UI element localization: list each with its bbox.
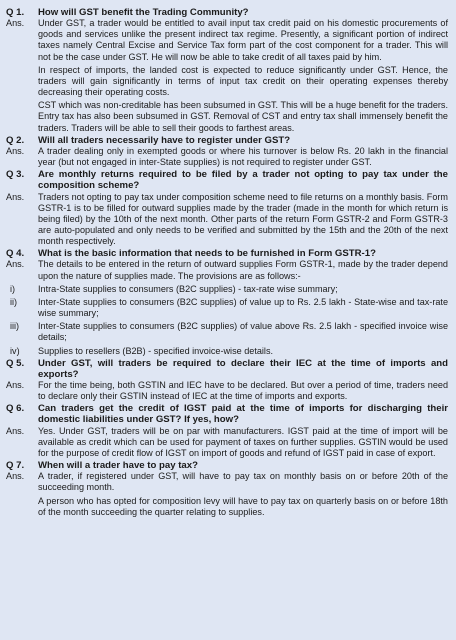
answer-row — [6, 146, 448, 168]
question-number: Q 2. — [6, 134, 25, 146]
question-number: Q 3. — [6, 169, 25, 181]
question-row — [6, 248, 448, 259]
question-number: Q 1. — [6, 7, 25, 18]
list-item-number: iv) — [10, 345, 20, 356]
question-text: Will all traders necessarily have to register under GST? — [38, 134, 291, 146]
answer-row — [6, 471, 448, 518]
answer-paragraph: A trader dealing only in exempted goods or where his turnover is below Rs. 20 lakh in the financial year (but not engaged in inter-State supplies) is not required to register under GST. — [38, 145, 448, 168]
question-text: Under GST, will traders be required to declare their IEC at the time of imports and exports? — [38, 357, 448, 380]
answer-body — [38, 380, 448, 402]
question-row — [6, 460, 448, 471]
question-number: Q 5. — [6, 357, 25, 369]
list-item — [6, 346, 448, 357]
question-row — [6, 135, 448, 146]
answer-label: Ans. — [6, 425, 25, 436]
question-text: When will a trader have to pay tax? — [38, 460, 198, 472]
list-item-text: Supplies to resellers (B2B) - specified invoice-wise details. — [38, 345, 274, 356]
answer-body — [38, 18, 448, 134]
question-text: How will GST benefit the Trading Community? — [38, 7, 249, 18]
answer-row — [6, 259, 448, 281]
answer-row — [6, 192, 448, 248]
answer-body — [38, 471, 448, 518]
answer-paragraph: CST which was non-creditable has been subsumed in GST. This will be a huge benefit for the traders. Entry tax has also been subsumed in GST. Removal of CST and entry tax shall immensely benefit the traders. Traders will be able to sell their goods to farthest areas. — [38, 100, 448, 133]
answer-label: Ans. — [6, 18, 25, 29]
answer-body — [38, 192, 448, 248]
question-row — [6, 169, 448, 191]
answer-body — [38, 146, 448, 168]
answer-row — [6, 18, 448, 134]
question-row — [6, 358, 448, 380]
question-number: Q 6. — [6, 403, 25, 415]
answer-body — [38, 426, 448, 459]
answer-paragraph: Under GST, a trader would be entitled to avail input tax credit paid on his domestic procurements of goods and services unlike the present indirect tax regime. Presently, a significant portion of indirect taxes namely Central Excise and Service Tax form part of the cost component for a trader. This will not be the case under GST. He will now be able to take credit of all taxes paid by him. — [38, 18, 448, 62]
list-item-number: iii) — [10, 321, 20, 332]
question-row — [6, 7, 448, 18]
question-number: Q 7. — [6, 460, 25, 472]
question-number: Q 4. — [6, 248, 25, 260]
answer-paragraph: A trader, if registered under GST, will have to pay tax on monthly basis on or before 20th of the succeeding month. — [38, 471, 448, 493]
list-item-number: i) — [10, 283, 16, 294]
answer-paragraph: The details to be entered in the return of outward supplies Form GSTR-1, made by the trader depend upon the nature of supplies made. The provisions are as follows:- — [38, 259, 448, 281]
list-item — [6, 321, 448, 343]
answer-label: Ans. — [6, 471, 25, 482]
answer-paragraph: A person who has opted for composition levy will have to pay tax on quarterly basis on or before 18th of the month succeeding the quarter relating to supplies. — [38, 495, 448, 517]
question-text: Are monthly returns required to be filed by a trader not opting to pay tax under the composition scheme? — [38, 169, 448, 192]
answer-label: Ans. — [6, 259, 25, 270]
answer-row — [6, 426, 448, 459]
answer-body — [38, 259, 448, 281]
question-text: What is the basic information that needs to be furnished in Form GSTR-1? — [38, 248, 376, 260]
list-item-text: Inter-State supplies to consumers (B2C supplies) of value up to Rs. 2.5 lakh - State-wise and tax-rate wise summary; — [38, 296, 448, 319]
answer-paragraph: For the time being, both GSTIN and IEC have to be declared. But over a period of time, traders need to declare only their GSTIN instead of IEC at the time of imports and exports. — [38, 380, 448, 402]
answer-paragraph: Yes. Under GST, traders will be on par with manufacturers. IGST paid at the time of import will be available as credit which can be used for payment of taxes on further supplies. GSTIN would be used for the purpose of credit flow of IGST on import of goods and refund of IGST paid in case of export. — [38, 425, 448, 458]
list-item-text: Inter-State supplies to consumers (B2C supplies) of value above Rs. 2.5 lakh - specified invoice wise details; — [38, 321, 448, 343]
answer-label: Ans. — [6, 191, 25, 202]
question-text: Can traders get the credit of IGST paid at the time of imports for discharging their domestic liabilities under GST? If yes, how? — [38, 403, 448, 426]
list-item — [6, 284, 448, 295]
answer-paragraph: In respect of imports, the landed cost is expected to reduce significantly under GST. Hence, the traders will gain significantly in terms of input tax credit on their operating expenses thereby decreasing their operating costs. — [38, 64, 448, 98]
answer-row — [6, 380, 448, 402]
list-item-number: ii) — [10, 296, 18, 307]
list-item — [6, 297, 448, 319]
answer-label: Ans. — [6, 380, 25, 390]
question-row — [6, 403, 448, 425]
answer-paragraph: Traders not opting to pay tax under composition scheme need to file returns on a monthly basis. Form GSTR-1 is to be filled for outward supplies made by the trader (made in the month for which return is being filed) by the 10th of the next month. Other parts of the return Form GSTR-2 and Form GSTR-3 are auto-populated and only needs to be verified and submitted by the 15th and the 20th of the next month respectively. — [38, 191, 448, 247]
list-item-text: Intra-State supplies to consumers (B2C supplies) - tax-rate wise summary; — [38, 283, 338, 294]
answer-label: Ans. — [6, 145, 25, 156]
